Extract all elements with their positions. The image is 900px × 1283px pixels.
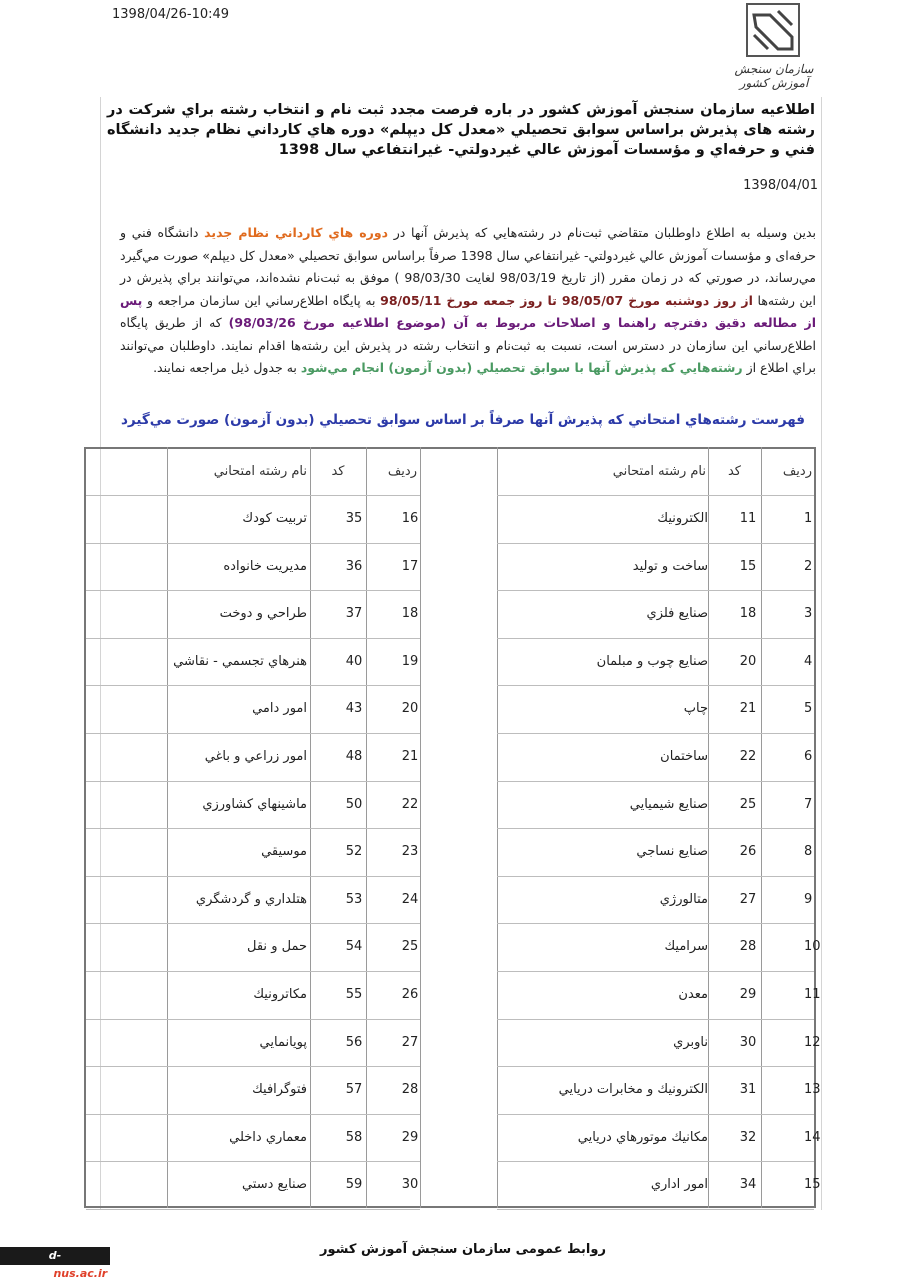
table-cell-name: هنرهاي تجسمي - نقاشي (173, 654, 307, 669)
table-cell-code: 57 (345, 1082, 363, 1097)
announcement-title: اطلاعيه سازمان سنجش آموزش كشور در باره فرصت مجدد ثبت نام و انتخاب رشته براي شركت در رشته های پذیرش براساس سوابق تحصیلي «معدل كل ديپلم» دوره هاي كارداني نظام جديد دانشگاه فني و حرفه‌اي و مؤسسات آموزش عالي غيردولتي- غيرانتفاعي سال 1398 (107, 102, 815, 158)
table-cell-name: مكانيك موتورهاي دريايي (577, 1130, 708, 1145)
table-cell-name: سراميك (664, 939, 708, 954)
table-cell-name: موسيقي (261, 844, 307, 859)
table-cell-row: 2 (804, 559, 813, 574)
table-header-name: نام رشته امتحاني (612, 464, 706, 479)
table-cell-row: 11 (804, 987, 821, 1002)
table-cell-code: 58 (345, 1130, 363, 1145)
table-cell-row: 25 (401, 939, 419, 954)
table-cell-name: الكترونيك و مخابرات دريايي (558, 1082, 708, 1097)
table-cell-code: 11 (739, 511, 757, 526)
table-cell-code: 48 (345, 749, 363, 764)
table-cell-row: 7 (804, 797, 813, 812)
table-cell-row: 6 (804, 749, 813, 764)
table-cell-name: امور دامي (252, 701, 307, 716)
table-cell-row: 27 (401, 1035, 419, 1050)
table-cell-name: صنايع شيميايي (629, 797, 708, 812)
table-cell-code: 56 (345, 1035, 363, 1050)
table-row-divider (86, 733, 420, 734)
table-header-code: کد (727, 464, 741, 479)
table-cell-row: 4 (804, 654, 813, 669)
table-cell-code: 25 (739, 797, 757, 812)
table-row-divider (86, 1019, 420, 1020)
table-cell-row: 24 (401, 892, 419, 907)
table-cell-row: 3 (804, 606, 813, 621)
table-row-divider (497, 781, 814, 782)
table-row-divider (86, 590, 420, 591)
table-cell-name: امور زراعي و باغي (204, 749, 307, 764)
table-cell-name: ناوبري (673, 1035, 708, 1050)
table-cell-row: 19 (401, 654, 419, 669)
logo-emblem-icon (746, 3, 800, 57)
table-cell-row: 30 (401, 1177, 419, 1192)
table-cell-name: مكاترونيك (253, 987, 307, 1002)
table-row-divider (497, 1161, 814, 1162)
table-cell-code: 55 (345, 987, 363, 1002)
body-text-5: به جدول ذيل مراجعه نمايند. (153, 360, 301, 375)
table-row-divider (86, 495, 420, 496)
table-row-divider (497, 1114, 814, 1115)
table-cell-code: 53 (345, 892, 363, 907)
table-cell-name: تربيت كودك (242, 511, 307, 526)
table-row-divider (86, 638, 420, 639)
body-highlight-dates: از روز دوشنبه مورخ 98/05/07 تا روز جمعه مورخ 98/05/11 (380, 292, 753, 308)
table-cell-code: 27 (739, 892, 757, 907)
table-row-divider (497, 1066, 814, 1067)
table-header-row: رديف (782, 464, 812, 479)
announcement-body (120, 222, 816, 380)
table-cell-row: 15 (804, 1177, 821, 1192)
body-text-2: دانشگاه فني و حرفه‌ای و مؤسسات آموزش عالي غيردولتي- غيرانتفاعي سال 1398 صرفاً براساس سوابق تحصیلي «معدل كل ديپلم» صورت مي‌گيرد مي‌رساند، در صورتي كه در زمان مقرر (از تاريخ 98/03/19 لغايت 98/03/30 ) موفق به ثبت‌نام نشده‌اند، مي‌توانند براي پذيرش در اين رشته‌ها (120, 225, 817, 308)
table-row-divider (497, 1019, 814, 1020)
footer-public-relations: روابط عمومی سازمان سنجش آموزش کشور (320, 1242, 606, 1257)
table-cell-code: 31 (739, 1082, 757, 1097)
table-cell-row: 1 (804, 511, 813, 526)
watermark-domain: d-gonbad. (2, 1249, 62, 1280)
table-cell-code: 50 (345, 797, 363, 812)
table-cell-code: 40 (345, 654, 363, 669)
table-cell-row: 14 (804, 1130, 821, 1145)
table-cell-row: 18 (401, 606, 419, 621)
table-cell-name: ساخت و توليد (632, 559, 708, 574)
table-cell-name: حمل و نقل (247, 939, 307, 954)
table-cell-name: امور اداري (650, 1177, 708, 1192)
table-cell-name: چاپ (683, 701, 708, 716)
table-cell-name: صنايع چوب و مبلمان (596, 654, 708, 669)
table-cell-code: 26 (739, 844, 757, 859)
table-row-divider (86, 923, 420, 924)
body-highlight-guide: پس از مطالعه دقیق دفترچه راهنما و اصلاحات مربوط به آن (موضوع اطلاعیه مورخ 98/03/26) (120, 292, 816, 330)
table-cell-row: 9 (804, 892, 813, 907)
table-cell-row: 16 (401, 511, 419, 526)
table-cell-code: 54 (345, 939, 363, 954)
table-cell-code: 21 (739, 701, 757, 716)
table-cell-name: مديريت خانواده (223, 559, 307, 574)
table-row-divider (497, 590, 814, 591)
table-cell-row: 28 (401, 1082, 419, 1097)
table-header-code: کد (331, 464, 345, 479)
table-row-divider (86, 971, 420, 972)
table-cell-code: 22 (739, 749, 757, 764)
organization-logo (728, 0, 820, 90)
table-cell-code: 43 (345, 701, 363, 716)
table-cell-code: 35 (345, 511, 363, 526)
table-row-divider (86, 1114, 420, 1115)
site-watermark (0, 1247, 110, 1280)
table-row-divider (86, 1066, 420, 1067)
table-cell-code: 32 (739, 1130, 757, 1145)
announcement-date: 1398/04/01 (743, 178, 818, 193)
table-cell-code: 29 (739, 987, 757, 1002)
table-cell-row: 17 (401, 559, 419, 574)
table-cell-name: متالورژي (659, 892, 708, 907)
body-text-4: كه از طریق پایگاه اطلاع‌رساني اين سازمان در دسترس است، نسبت به ثبت‌نام و انتخاب رشته در پذيرش اين رشته‌ها اقدام نمايند. داوطلبان مي‌توانند براي اطلاع از (120, 315, 816, 375)
table-row-divider (497, 923, 814, 924)
body-highlight-fields: رشته‌هايي كه پذيرش آنها با سوابق تحصيلي (بدون آزمون) انجام مي‌شود (300, 360, 743, 375)
table-cell-code: 28 (739, 939, 757, 954)
table-row-divider (86, 876, 420, 877)
table-cell-row: 22 (401, 797, 419, 812)
table-cell-name: صنايع فلزي (646, 606, 708, 621)
table-cell-name: صنايع دستي (241, 1177, 307, 1192)
table-cell-code: 20 (739, 654, 757, 669)
table-cell-row: 26 (401, 987, 419, 1002)
table-cell-row: 20 (401, 701, 419, 716)
table-row-divider (497, 543, 814, 544)
body-highlight-period: دوره هاي كارداني نظام جديد (204, 225, 389, 240)
fields-list-heading: فهرست رشته‌هاي امتحاني که پذیرش آنها صرفاً بر اساس سوابق تحصیلي (بدون آزمون) صورت مي‌گيرد (121, 412, 805, 428)
table-cell-row: 10 (804, 939, 821, 954)
table-cell-name: معدن (678, 987, 708, 1002)
table-cell-row: 29 (401, 1130, 419, 1145)
table-cell-code: 15 (739, 559, 757, 574)
print-timestamp: 1398/04/26-10:49 (112, 7, 230, 22)
table-header-name: نام رشته امتحاني (213, 464, 307, 479)
table-cell-code: 52 (345, 844, 363, 859)
table-cell-name: پويانمايي (259, 1035, 307, 1050)
table-cell-row: 8 (804, 844, 813, 859)
table-cell-row: 21 (401, 749, 419, 764)
table-cell-name: صنايع نساجي (636, 844, 708, 859)
table-row-divider (86, 781, 420, 782)
table-cell-name: فتوگرافيك (252, 1082, 307, 1097)
table-cell-code: 34 (739, 1177, 757, 1192)
table-row-divider (497, 495, 814, 496)
table-row-divider (86, 828, 420, 829)
table-cell-name: هتلداري و گردشگري (195, 892, 307, 907)
table-cell-code: 36 (345, 559, 363, 574)
watermark-suffix: nus.ac.ir (53, 1267, 108, 1280)
table-row-divider (497, 971, 814, 972)
table-cell-code: 18 (739, 606, 757, 621)
table-row-divider (497, 828, 814, 829)
logo-caption: سازمان سنجش آموزش کشور (734, 62, 814, 90)
table-cell-name: ساختمان (660, 749, 708, 764)
table-row-divider (86, 1209, 420, 1210)
table-row-divider (497, 685, 814, 686)
table-cell-code: 59 (345, 1177, 363, 1192)
table-cell-name: معماري داخلي (229, 1130, 307, 1145)
table-cell-name: طراحي و دوخت (219, 606, 307, 621)
table-cell-name: الكترونيك (657, 511, 708, 526)
table-row-divider (497, 638, 814, 639)
table-cell-row: 13 (804, 1082, 821, 1097)
table-row-divider (497, 876, 814, 877)
table-cell-row: 5 (804, 701, 813, 716)
table-cell-name: ماشينهاي كشاورزي (202, 797, 307, 812)
table-cell-code: 30 (739, 1035, 757, 1050)
table-cell-row: 12 (804, 1035, 821, 1050)
table-cell-row: 23 (401, 844, 419, 859)
table-cell-code: 37 (345, 606, 363, 621)
table-row-divider (86, 1161, 420, 1162)
body-text-1: بدین وسیله به اطلاع داوطلبان متقاضي ثبت‌نام در رشته‌هایي که پذیرش آنها در (388, 225, 816, 240)
table-row-divider (497, 1209, 814, 1210)
table-row-divider (497, 733, 814, 734)
table-row-divider (86, 543, 420, 544)
table-header-row: رديف (387, 464, 417, 479)
body-text-3: به پایگاه اطلاع‌رساني اين سازمان مراجعه و (142, 292, 381, 308)
table-row-divider (86, 685, 420, 686)
